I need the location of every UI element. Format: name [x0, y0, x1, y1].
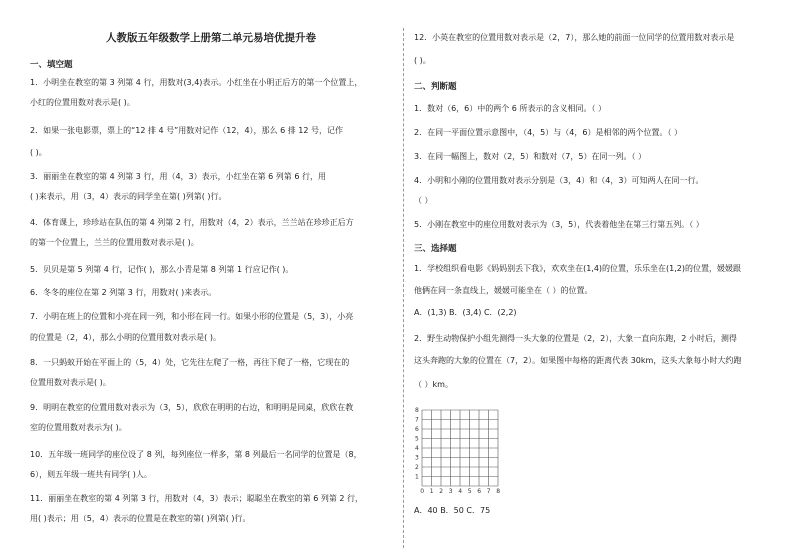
- grid-x-label: 6: [477, 488, 482, 495]
- left-line-11: 7．小明在班上的位置和小亮在同一列，和小形在同一行。如果小形的位置是（5，3），小亮: [30, 312, 354, 321]
- right-line-5: 3．在同一幅图上，数对（2，5）和数对（7，5）在同一列。（ ）: [414, 152, 646, 161]
- left-line-16: 室的位置用数对表示为( )。: [30, 423, 127, 432]
- right-line-2: 二、判断题: [414, 82, 457, 92]
- grid-x-label: 2: [439, 488, 444, 495]
- right-line-13: 2．野生动物保护小组先测得一头大象的位置是（2，2），大象一直向东跑，2 小时后，测得: [414, 334, 737, 343]
- right-line-11: 他俩在同一条直线上，媛媛可能坐在（ ）的位置。: [414, 286, 593, 295]
- right-line-15: （ ）km。: [414, 380, 453, 389]
- right-line-3: 1．数对（6，6）中的两个 6 所表示的含义相同。（ ）: [414, 104, 606, 113]
- left-line-13: 8．一只蚂蚁开始在平面上的（5，4）处，它先往左爬了一格，再往下爬了一格，它现在的: [30, 358, 350, 367]
- grid-x-label: 5: [467, 488, 472, 495]
- grid-x-label: 8: [496, 488, 501, 495]
- grid-x-label: 0: [420, 488, 425, 495]
- right-line-6: 4．小明和小刚的位置用数对表示分别是（3，4）和（4，3）可知两人在同一行。: [414, 176, 704, 185]
- left-line-12: 的位置是（2，4），那么小明的位置用数对表示是( )。: [30, 333, 221, 342]
- grid-y-label: 4: [415, 445, 419, 452]
- grid-y-label: 3: [415, 454, 419, 462]
- grid-x-label: 7: [486, 488, 491, 495]
- right-line-1: ( )。: [414, 56, 431, 65]
- coordinate-grid: [414, 400, 514, 500]
- left-line-4: ( )。: [30, 148, 47, 157]
- left-line-6: ( )来表示，用（3，4）表示的同学坐在第( )列第( )行。: [30, 192, 227, 201]
- grid-y-label: 7: [415, 416, 419, 424]
- grid-y-label: 6: [415, 426, 419, 433]
- grid-y-label: 1: [415, 473, 419, 481]
- right-line-16: A．40 B．50 C．75: [414, 506, 491, 515]
- grid-x-label: 4: [458, 488, 463, 495]
- left-line-5: 3．丽丽坐在教室的第 4 列第 3 行，用（4，3）表示，小红坐在第 6 列第 6 行，用: [30, 172, 326, 181]
- right-line-8: 5．小刚在教室中的座位用数对表示为（3，5），代表着他坐在第三行第五列。（ ）: [414, 220, 704, 229]
- left-line-20: 用( )表示；用（5，4）表示的位置是在教室的第( )列第( )行。: [30, 514, 251, 523]
- left-line-18: 6），则五年级一班共有同学( )人。: [30, 470, 152, 479]
- grid-y-label: 8: [415, 407, 419, 414]
- left-line-10: 6．冬冬的座位在第 2 列第 3 行，用数对( )来表示。: [30, 288, 217, 297]
- right-line-10: 1．学校组织看电影《妈妈别丢下我》，欢欢坐在(1,4)的位置，乐乐坐在(1,2)的位置，媛媛跟: [414, 264, 742, 273]
- left-line-0: 一、填空题: [30, 60, 73, 70]
- left-line-14: 位置用数对表示是( )。: [30, 378, 111, 387]
- grid-x-label: 3: [448, 488, 453, 495]
- right-line-12: A．(1,3) B．(3,4) C．(2,2): [414, 308, 517, 317]
- right-line-7: （ ）: [414, 196, 433, 205]
- grid-y-label: 2: [415, 464, 419, 471]
- left-line-8: 的第一个位置上，兰兰的位置用数对表示是( )。: [30, 238, 199, 247]
- left-line-17: 10．五年级一班同学的座位设了 8 列，每列座位一样多，第 8 列最后一名同学的位置是（8，: [30, 450, 362, 459]
- left-line-2: 小红的位置用数对表示是( )。: [30, 98, 135, 107]
- left-line-1: 1．小明坐在教室的第 3 列第 4 行，用数对(3,4)表示。小红坐在小明正后方的第一个位置上，: [30, 78, 363, 87]
- right-line-14: 这头奔跑的大象的位置在（7，2）。如果图中每格的距离代表 30km，这头大象每小时大约跑: [414, 356, 742, 365]
- page-title: 人教版五年级数学上册第二单元易培优提升卷: [106, 32, 316, 44]
- right-line-0: 12．小英在教室的位置用数对表示是（2，7），那么她的前面一位同学的位置用数对表示是: [414, 33, 735, 42]
- grid-x-label: 1: [429, 488, 434, 495]
- left-line-7: 4．体育课上，珍珍站在队伍的第 4 列第 2 行，用数对（4，2）表示，兰兰站在珍珍正后方: [30, 218, 354, 227]
- left-line-15: 9．明明在教室的位置用数对表示为（3，5），欣欣在明明的右边，和明明是同桌，欣欣在教: [30, 403, 354, 412]
- left-line-9: 5．贝贝是第 5 列第 4 行，记作( )，那么小青是第 8 列第 1 行应记作( )。: [30, 265, 294, 274]
- column-divider: [403, 28, 404, 548]
- right-line-4: 2．在同一平面位置示意图中，（4，5）与（4，6）是相邻的两个位置。（ ）: [414, 128, 682, 137]
- right-line-9: 三、选择题: [414, 244, 457, 254]
- left-line-19: 11．丽丽坐在教室的第 4 列第 3 行，用数对（4，3）表示；聪聪坐在教室的第 6 列第 2 行，: [30, 494, 364, 503]
- grid-y-label: 5: [415, 435, 419, 443]
- left-line-3: 2．如果一张电影票，票上的“12 排 4 号”用数对记作（12，4），那么 6 排 12 号，记作: [30, 126, 343, 135]
